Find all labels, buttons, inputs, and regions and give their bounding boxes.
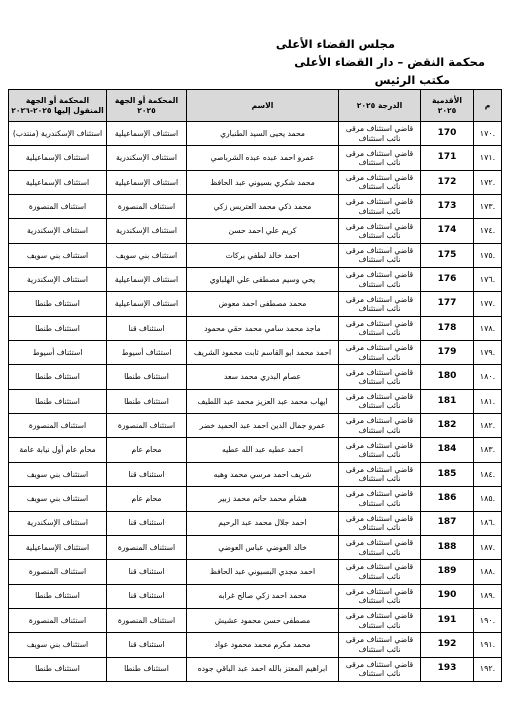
row-court-moved: استئناف الإسماعيلية: [9, 170, 107, 194]
row-seniority: 182: [421, 414, 474, 438]
row-rank: قاضي استئناف مرقى نائب استئناف: [339, 633, 421, 657]
row-index: .١٧٢: [474, 170, 502, 194]
row-index: .١٧٠: [474, 122, 502, 146]
table-row: [9, 170, 502, 194]
table-row: [9, 438, 502, 462]
office-title: مكتب الرئيس: [374, 73, 450, 87]
row-name: احمد جلال محمد عبد الرحيم: [187, 511, 339, 535]
table-row: [9, 219, 502, 243]
row-name: احمد عطيه عبد الله عطيه: [187, 438, 339, 462]
row-court-moved: محام عام أول نيابة عامة: [9, 438, 107, 462]
row-rank: قاضي استئناف مرقى نائب استئناف: [339, 292, 421, 316]
row-court-2025: استئناف الإسكندرية: [107, 219, 187, 243]
row-court-2025: استئناف قنا: [107, 584, 187, 608]
row-name: محمد احمد زكي صالح غرابه: [187, 584, 339, 608]
row-court-moved: استئناف الإسكندرية: [9, 219, 107, 243]
row-seniority: 176: [421, 268, 474, 292]
row-court-2025: استئناف المنصورة: [107, 535, 187, 559]
row-court-2025: استئناف الإسماعيلية: [107, 268, 187, 292]
row-rank: قاضي استئناف مرقى نائب استئناف: [339, 170, 421, 194]
row-seniority: 175: [421, 243, 474, 267]
judges-table: [8, 89, 502, 682]
row-seniority: 188: [421, 535, 474, 559]
row-name: احمد محمد ابو القاسم ثابت محمود الشريف: [187, 341, 339, 365]
row-seniority: 178: [421, 316, 474, 340]
row-court-2025: محام عام: [107, 487, 187, 511]
col-index: م: [474, 90, 502, 122]
row-seniority: 172: [421, 170, 474, 194]
row-court-moved: استئناف طنطا: [9, 389, 107, 413]
row-index: .١٨١: [474, 389, 502, 413]
row-court-2025: استئناف الإسماعيلية: [107, 170, 187, 194]
row-rank: قاضي استئناف مرقى نائب استئناف: [339, 487, 421, 511]
row-index: .١٨٩: [474, 584, 502, 608]
row-seniority: 180: [421, 365, 474, 389]
row-index: .١٩٢: [474, 657, 502, 681]
row-rank: قاضي استئناف مرقى نائب استئناف: [339, 219, 421, 243]
row-name: احمد مجدي البسيوني عبد الحافظ: [187, 560, 339, 584]
row-index: .١٩٠: [474, 608, 502, 632]
row-index: .١٧٣: [474, 195, 502, 219]
row-court-moved: استئناف المنصورة: [9, 414, 107, 438]
row-rank: قاضي استئناف مرقى نائب استئناف: [339, 365, 421, 389]
row-index: .١٧٦: [474, 268, 502, 292]
table-row: [9, 292, 502, 316]
row-court-moved: استئناف بني سويف: [9, 462, 107, 486]
table-row: [9, 462, 502, 486]
row-court-moved: استئناف المنصورة: [9, 608, 107, 632]
row-name: عمرو جمال الدين احمد عبد الحميد خضر: [187, 414, 339, 438]
row-court-2025: استئناف الإسماعيلية: [107, 292, 187, 316]
row-court-moved: استئناف بني سويف: [9, 633, 107, 657]
row-name: مصطفى حسن محمود عشيش: [187, 608, 339, 632]
row-name: ماجد محمد سامي محمد حقي محمود: [187, 316, 339, 340]
row-name: محمد يحيى السيد الطنباري: [187, 122, 339, 146]
row-rank: قاضي استئناف مرقى نائب استئناف: [339, 243, 421, 267]
row-court-moved: استئناف الإسكندرية (منتدب): [9, 122, 107, 146]
row-court-moved: استئناف طنطا: [9, 584, 107, 608]
row-rank: قاضي استئناف مرقى نائب استئناف: [339, 414, 421, 438]
row-rank: قاضي استئناف مرقى نائب استئناف: [339, 195, 421, 219]
row-name: هشام محمد حاتم محمد زبير: [187, 487, 339, 511]
row-court-moved: استئناف بني سويف: [9, 487, 107, 511]
row-seniority: 181: [421, 389, 474, 413]
row-court-2025: استئناف طنطا: [107, 657, 187, 681]
row-court-moved: استئناف طنطا: [9, 657, 107, 681]
table-row: [9, 365, 502, 389]
row-rank: قاضي استئناف مرقى نائب استئناف: [339, 122, 421, 146]
table-row: [9, 122, 502, 146]
row-name: محمد مكرم محمد محمود عواد: [187, 633, 339, 657]
row-index: .١٨٦: [474, 511, 502, 535]
row-name: يحي وسيم مصطفى علي الهلباوي: [187, 268, 339, 292]
row-court-2025: استئناف قنا: [107, 511, 187, 535]
row-court-2025: استئناف المنصورة: [107, 608, 187, 632]
row-name: احمد خالد لطفي بركات: [187, 243, 339, 267]
row-index: .١٧٧: [474, 292, 502, 316]
row-court-2025: استئناف أسيوط: [107, 341, 187, 365]
table-row: [9, 487, 502, 511]
row-name: ايهاب محمد عبد العزيز محمد عبد اللطيف: [187, 389, 339, 413]
row-index: .١٨٣: [474, 438, 502, 462]
row-court-moved: استئناف طنطا: [9, 292, 107, 316]
row-court-moved: استئناف المنصورة: [9, 560, 107, 584]
row-rank: قاضي استئناف مرقى نائب استئناف: [339, 511, 421, 535]
row-rank: قاضي استئناف مرقى نائب استئناف: [339, 341, 421, 365]
row-name: شريف احمد مرسي محمد وهبه: [187, 462, 339, 486]
table-row: [9, 243, 502, 267]
row-seniority: 173: [421, 195, 474, 219]
row-court-moved: استئناف الإسماعيلية: [9, 535, 107, 559]
table-row: [9, 146, 502, 170]
row-name: محمد ذكي محمد العتريس زكي: [187, 195, 339, 219]
table-row: [9, 608, 502, 632]
table-row: [9, 316, 502, 340]
table-row: [9, 535, 502, 559]
row-index: .١٨٨: [474, 560, 502, 584]
row-seniority: 189: [421, 560, 474, 584]
table-row: [9, 414, 502, 438]
row-court-2025: استئناف المنصورة: [107, 195, 187, 219]
row-index: .١٧٤: [474, 219, 502, 243]
row-court-moved: استئناف الإسكندرية: [9, 511, 107, 535]
row-rank: قاضي استئناف مرقى نائب استئناف: [339, 608, 421, 632]
row-name: خالد العوضي عباس العوضي: [187, 535, 339, 559]
table-row: [9, 657, 502, 681]
table-row: [9, 389, 502, 413]
row-court-moved: استئناف الإسماعيلية: [9, 146, 107, 170]
row-rank: قاضي استئناف مرقى نائب استئناف: [339, 146, 421, 170]
row-seniority: 170: [421, 122, 474, 146]
row-index: .١٧٥: [474, 243, 502, 267]
row-rank: قاضي استئناف مرقى نائب استئناف: [339, 657, 421, 681]
row-court-2025: استئناف قنا: [107, 316, 187, 340]
col-rank: الدرجة ٢٠٢٥: [339, 90, 421, 122]
row-index: .١٧١: [474, 146, 502, 170]
row-name: محمد مصطفى احمد معوض: [187, 292, 339, 316]
table-row: [9, 268, 502, 292]
row-court-2025: استئناف الإسماعيلية: [107, 122, 187, 146]
row-seniority: 190: [421, 584, 474, 608]
col-court-2025: المحكمة أو الجهة ٢٠٢٥: [107, 90, 187, 122]
row-rank: قاضي استئناف مرقى نائب استئناف: [339, 584, 421, 608]
row-seniority: 177: [421, 292, 474, 316]
row-index: .١٨٤: [474, 462, 502, 486]
row-court-2025: استئناف طنطا: [107, 389, 187, 413]
table-row: [9, 511, 502, 535]
table-row: [9, 584, 502, 608]
row-seniority: 179: [421, 341, 474, 365]
row-court-moved: استئناف أسيوط: [9, 341, 107, 365]
row-name: محمد شكري بسيوني عبد الحافظ: [187, 170, 339, 194]
table-row: [9, 633, 502, 657]
row-name: عصام البدري محمد سعد: [187, 365, 339, 389]
row-court-moved: استئناف طنطا: [9, 316, 107, 340]
col-name: الاسم: [187, 90, 339, 122]
row-rank: قاضي استئناف مرقى نائب استئناف: [339, 268, 421, 292]
row-name: كريم علي احمد حسن: [187, 219, 339, 243]
row-name: ابراهيم المعتز بالله احمد عبد الباقي جوده: [187, 657, 339, 681]
council-title: مجلس القضاء الأعلى: [275, 37, 395, 51]
row-rank: قاضي استئناف مرقى نائب استئناف: [339, 389, 421, 413]
row-index: .١٧٨: [474, 316, 502, 340]
row-index: .١٨٥: [474, 487, 502, 511]
row-rank: قاضي استئناف مرقى نائب استئناف: [339, 462, 421, 486]
row-index: .١٨٠: [474, 365, 502, 389]
row-seniority: 191: [421, 608, 474, 632]
row-rank: قاضي استئناف مرقى نائب استئناف: [339, 438, 421, 462]
table-row: [9, 341, 502, 365]
row-court-2025: محام عام: [107, 438, 187, 462]
row-seniority: 174: [421, 219, 474, 243]
row-court-2025: استئناف قنا: [107, 560, 187, 584]
row-court-2025: استئناف المنصورة: [107, 414, 187, 438]
row-seniority: 184: [421, 438, 474, 462]
row-court-2025: استئناف قنا: [107, 462, 187, 486]
row-index: .١٨٢: [474, 414, 502, 438]
row-seniority: 193: [421, 657, 474, 681]
table-row: [9, 195, 502, 219]
table-header-row: [9, 90, 502, 122]
row-index: .١٧٩: [474, 341, 502, 365]
row-seniority: 185: [421, 462, 474, 486]
row-court-2025: استئناف بني سويف: [107, 243, 187, 267]
col-court-moved: المحكمة أو الجهة المنقول إليها ٢٠٢٥-٢٠٢٦: [9, 90, 107, 122]
row-court-2025: استئناف الإسكندرية: [107, 146, 187, 170]
row-rank: قاضي استئناف مرقى نائب استئناف: [339, 535, 421, 559]
row-index: .١٩١: [474, 633, 502, 657]
row-seniority: 187: [421, 511, 474, 535]
row-rank: قاضي استئناف مرقى نائب استئناف: [339, 560, 421, 584]
row-court-moved: استئناف طنطا: [9, 365, 107, 389]
row-court-moved: استئناف بني سويف: [9, 243, 107, 267]
row-court-moved: استئناف الإسكندرية: [9, 268, 107, 292]
row-seniority: 192: [421, 633, 474, 657]
table-row: [9, 560, 502, 584]
col-seniority: الأقدمية ٢٠٢٥: [421, 90, 474, 122]
row-court-2025: استئناف قنا: [107, 633, 187, 657]
court-title: محكمة النقض – دار القضاء الأعلى: [294, 55, 485, 69]
row-seniority: 186: [421, 487, 474, 511]
row-index: .١٨٧: [474, 535, 502, 559]
row-name: عمرو احمد عبده عبده الشرباصي: [187, 146, 339, 170]
row-court-2025: استئناف طنطا: [107, 365, 187, 389]
row-rank: قاضي استئناف مرقى نائب استئناف: [339, 316, 421, 340]
row-seniority: 171: [421, 146, 474, 170]
row-court-moved: استئناف المنصورة: [9, 195, 107, 219]
